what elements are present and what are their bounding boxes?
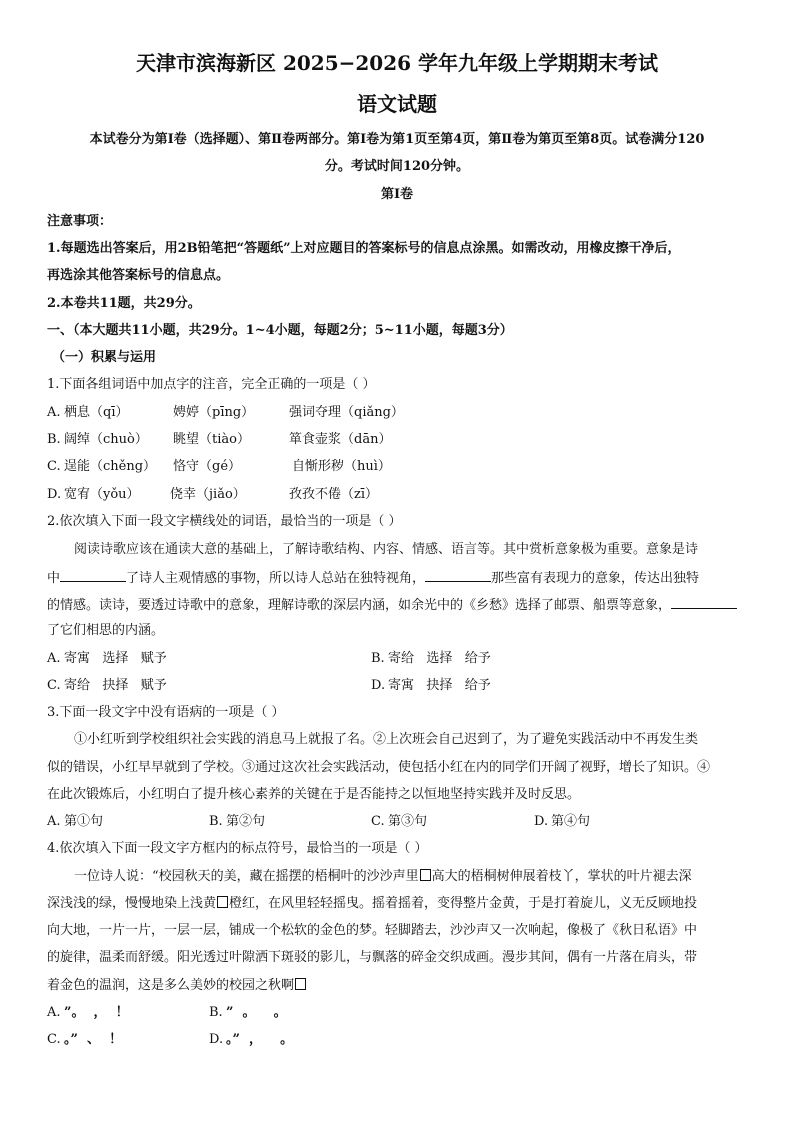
option-word: 自惭形秽（huì） [292, 459, 391, 474]
option-label: C. [47, 1032, 61, 1047]
passage-text: 了诗人主观情感的事物，所以诗人总站在独特视角， [126, 571, 426, 586]
q2-stem: 2.依次填入下面一段文字横线处的词语，最恰当的一项是（ ） [47, 514, 402, 529]
q3-passage-line-3: 在此次锻炼后，小红明白了提升核心素养的关键在于是否能持之以恒地坚持实践并及时反思。 [47, 787, 581, 802]
option-label: B. [209, 814, 223, 829]
q3-stem: 3.下面一段文字中没有语病的一项是（ ） [47, 705, 285, 720]
option-label: C. [47, 459, 61, 474]
punctuation-box-3[interactable] [295, 978, 306, 990]
option-label: B. [371, 651, 385, 666]
passage-text: 那些富有表现力的意象，传达出独特 [491, 571, 700, 586]
option-label: A. [47, 405, 61, 420]
option-word: 娉婷（pīng） [173, 405, 255, 420]
option-label: A. [47, 651, 61, 666]
option-label: D. [534, 814, 549, 829]
option-text: 寄给 抉择 赋予 [64, 678, 167, 693]
option-word: 侥幸（jiǎo） [170, 487, 246, 502]
option-word: 强词夺理（qiǎng） [289, 405, 404, 420]
q4-passage-line-5 [47, 977, 307, 995]
option-label: C. [371, 814, 385, 829]
option-label: A. [47, 1005, 61, 1020]
option-label: B. [209, 1005, 223, 1020]
intro-line-1: 本试卷分为第Ⅰ卷（选择题）、第Ⅱ卷两部分。第Ⅰ卷为第1页至第4页，第Ⅱ卷为第页至第8页。试卷满分120 [89, 132, 705, 147]
option-text: 。” 、 ！ [64, 1032, 123, 1047]
option-label: C. [47, 678, 61, 693]
passage-text: 中 [47, 571, 61, 586]
part-label: 第Ⅰ卷 [380, 187, 414, 202]
q4-passage-line-1 [74, 868, 692, 886]
punctuation-box-1[interactable] [420, 869, 431, 881]
option-label: A. [47, 814, 61, 829]
exam-title: 天津市滨海新区 2025−2026 学年九年级上学期期末考试 [135, 51, 658, 75]
passage-text: 着金色的温润，这是多么美妙的校园之秋啊 [47, 978, 295, 993]
notes-heading: 注意事项： [47, 214, 113, 229]
notes-item-1-line-2: 再选涂其他答案标号的信息点。 [47, 268, 230, 283]
q2-passage-line-2 [47, 568, 699, 588]
option-text: 寄给 选择 给予 [388, 651, 491, 666]
option-word: 箪食壶浆（dān） [289, 432, 392, 447]
option-label: B. [47, 432, 61, 447]
option-label: D. [371, 678, 386, 693]
section-heading: 一、（本大题共11小题，共29分。1~4小题，每题2分；5~11小题，每题3分） [47, 323, 513, 338]
intro-line-2: 分。考试时间120分钟。 [324, 159, 470, 174]
passage-text: 高大的梧桐树伸展着枝丫，掌状的叶片褪去深 [431, 869, 692, 884]
option-label: D. [47, 487, 62, 502]
q3-passage-line-1: ①小红听到学校组织社会实践的消息马上就报了名。②上次班会自己迟到了，为了避免实践活动中不再发生类 [74, 732, 699, 747]
option-text: 寄寓 选择 赋予 [64, 651, 167, 666]
sub-section-heading: （一）积累与运用 [52, 350, 157, 365]
option-text: ”。 ， ！ [64, 1005, 129, 1020]
exam-subtitle: 语文试题 [357, 92, 437, 116]
option-text: ” 。 。 [226, 1005, 287, 1020]
option-word: 阔绰（chuò） [64, 432, 148, 447]
option-text: 第③句 [388, 814, 428, 829]
punctuation-box-2[interactable] [217, 896, 228, 908]
option-word: 眺望（tiào） [173, 432, 250, 447]
option-text: 寄寓 抉择 给予 [388, 678, 491, 693]
q1-stem: 1.下面各组词语中加点字的注音，完全正确的一项是（ ） [47, 377, 376, 392]
q4-passage-line-4: 的旋律，温柔而舒缓。阳光透过叶隙洒下斑驳的影儿，与飘落的碎金交织成画。漫步其间，偶有一片落在肩头，带 [47, 950, 698, 965]
notes-item-1-line-1: 1.每题选出答案后，用2B铅笔把“答题纸”上对应题目的答案标号的信息点涂黑。如需改动，用橡皮擦干净后， [47, 241, 681, 256]
option-text: 第②句 [226, 814, 266, 829]
fill-blank-3[interactable] [671, 595, 737, 609]
option-word: 逞能（chěng） [64, 459, 157, 474]
option-text: 第④句 [551, 814, 591, 829]
notes-item-2: 2.本卷共11题，共29分。 [47, 296, 201, 311]
option-label: D. [209, 1032, 224, 1047]
q2-passage-line-4: 了它们相思的内涵。 [47, 623, 165, 638]
q2-passage-line-1: 阅读诗歌应该在通读大意的基础上，了解诗歌结构、内容、情感、语言等。其中赏析意象极为重要。意象是诗 [74, 542, 699, 557]
option-text: 。” ， 。 [226, 1032, 294, 1047]
passage-text: 的情感。读诗，要透过诗歌中的意象，理解诗歌的深层内涵，如余光中的《乡愁》选择了邮票、船票等意象， [47, 598, 672, 613]
q4-passage-line-3: 向大地，一片一片，一层一层，铺成一个松软的金色的梦。轻脚踏去，沙沙声又一次响起，像极了《秋日私语》中 [47, 923, 698, 938]
option-word: 恪守（gé） [173, 459, 242, 474]
q4-stem: 4.依次填入下面一段文字方框内的标点符号，最恰当的一项是（ ） [47, 841, 428, 856]
q2-passage-line-3 [47, 595, 737, 615]
passage-text: 深浅浅的绿，慢慢地染上浅黄 [47, 896, 217, 911]
option-word: 宽宥（yǒu） [64, 487, 140, 502]
option-word: 栖息（qī） [64, 405, 129, 420]
option-text: 第①句 [64, 814, 104, 829]
q3-passage-line-2: 似的错误，小红早早就到了学校。③通过这次社会实践活动，使包括小红在内的同学们开阔了视野，增长了知识。④ [47, 760, 711, 775]
fill-blank-1[interactable] [60, 568, 126, 582]
passage-text: 橙红，在风里轻轻摇曳。摇着摇着，变得整片金黄，于是打着旋儿，义无反顾地投 [229, 896, 698, 911]
fill-blank-2[interactable] [425, 568, 491, 582]
passage-text: 一位诗人说：“校园秋天的美，藏在摇摆的梧桐叶的沙沙声里 [74, 869, 419, 884]
q4-passage-line-2 [47, 895, 697, 913]
option-word: 孜孜不倦（zī） [289, 487, 379, 502]
